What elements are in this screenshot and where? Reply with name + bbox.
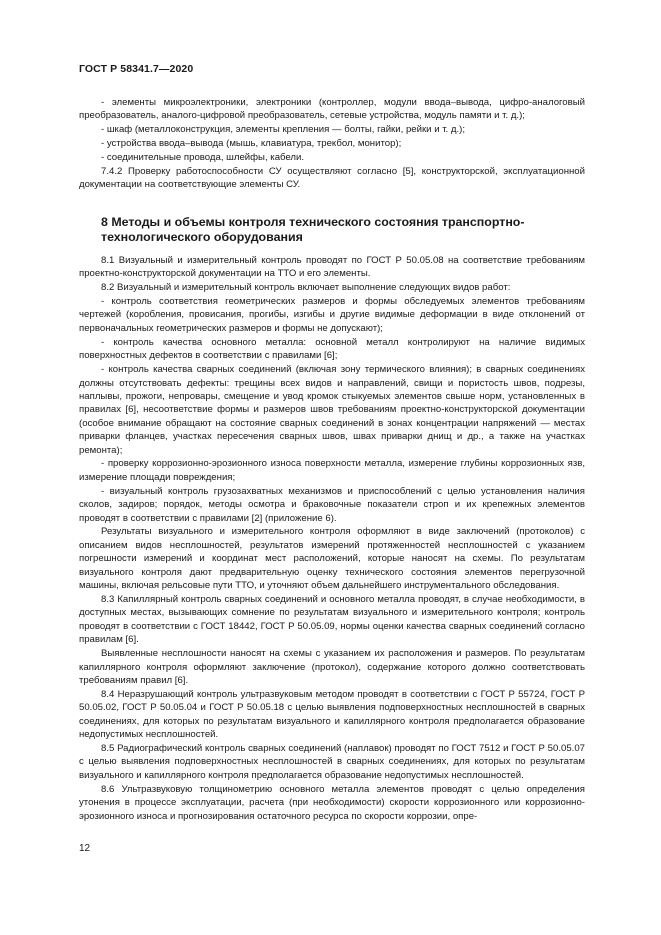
list-item-weld-check: - контроль качества сварных соединений (включая зону термического влияния); в сварных соединениях должны отсутствовать дефекты: трещины всех видов и направлений, свищи и пористость швов, подрезы, наплывы, прожоги, непровары, смещение и увод кромок стыкуемых элементов свыше норм, установленных в правилах [6], несоответствие формы и размеров швов требованиям проектно-конструкторской документации (особое внимание обращают на состояние сварных соединений в зонах концентрации напряжений — местах приварки фланцев, участках пересечения сварных швов, швах приварки днищ и др., а также на участках ремонта); bbox=[79, 364, 585, 456]
paragraph-7-4-2: 7.4.2 Проверку работоспособности СУ осуществляют согласно [5], конструкторской, эксплуатационной документации на соответствующие элементы СУ. bbox=[79, 166, 585, 191]
paragraph-8-6: 8.6 Ультразвуковую толщинометрию основного металла элементов проводят с целью определения утонения в процессе эксплуатации, расчета (при необходимости) скорости коррозионного или коррозионно-эрозионного износа и прогнозирования остаточного ресурса по скорости коррозии, опре- bbox=[79, 783, 585, 822]
paragraph-8-3: 8.3 Капиллярный контроль сварных соединений и основного металла проводят, в случае необходимости, в доступных местах, вызывающих сомнение по результатам визуального и измерительного контроля; контроль проводят в соответствии с ГОСТ 18442, ГОСТ Р 50.05.09, нормы оценки качества сварных соединений согласно правилам [6]. bbox=[79, 594, 585, 646]
paragraph-8-5: 8.5 Радиографический контроль сварных соединений (наплавок) проводят по ГОСТ 7512 и ГОСТ Р 50.05.07 с целью выявления подповерхностных несплошностей в сварных соединениях, для которых по результатам визуального и капиллярного контроля предполагается образование недопустимых несплошностей. bbox=[79, 742, 585, 781]
list-item-base-metal-check: - контроль качества основного металла: основной металл контролируют на наличие видимых поверхностных дефектов в соответствии с правилами [6]; bbox=[79, 336, 585, 362]
standard-header: ГОСТ Р 58341.7—2020 bbox=[79, 63, 194, 75]
list-item-corrosion-check: - проверку коррозионно-эрозионного износа поверхности металла, измерение глубины коррозионных язв, измерение площади повреждения; bbox=[79, 458, 585, 483]
list-item-microelectronics: - элементы микроэлектроники, электроники (контроллер, модули ввода–вывода, цифро-аналоговый преобразователь, аналого-цифровой преобразователь, сетевые устройства, модуль памяти и т. д.); bbox=[79, 97, 585, 122]
page-number: 12 bbox=[79, 843, 91, 854]
list-item-io-devices: - устройства ввода–вывода (мышь, клавиатура, трекбол, монитор); bbox=[101, 138, 402, 150]
paragraph-8-2: 8.2 Визуальный и измерительный контроль включает выполнение следующих видов работ: bbox=[101, 282, 511, 294]
section-title: 8 Методы и объемы контроля технического состояния транспортно-технологического оборудования bbox=[101, 214, 525, 245]
paragraph-8-1: 8.1 Визуальный и измерительный контроль проводят по ГОСТ Р 50.05.08 на соответствие требованиям проектно-конструкторской документации на ТТО и его элементы. bbox=[79, 254, 585, 280]
paragraph-capillary-results: Выявленные несплошности наносят на схемы с указанием их расположения и размеров. По результатам капиллярного контроля оформляют заключение (протокол), содержание которого должно соответствовать требованиям правил [6]. bbox=[79, 648, 585, 686]
paragraph-8-4: 8.4 Неразрушающий контроль ультразвуковым методом проводят в соответствии с ГОСТ Р 55724, ГОСТ Р 50.05.02, ГОСТ Р 50.05.04 и ГОСТ Р 50.05.18 с целью выявления подповерхностных несплошностей в сварных соединениях, для которых по результатам визуального и капиллярного контроля предполагается образование недопустимых несплошностей. bbox=[79, 688, 585, 741]
list-item-wires: - соединительные провода, шлейфы, кабели. bbox=[101, 152, 305, 164]
paragraph-visual-results: Результаты визуального и измерительного контроля оформляют в виде заключений (протоколов) с описанием видов несплошностей, результатов измерений протяженностей несплошностей с указанием погрешности измерений и координат мест расположений, которые наносят на схемы. По результатам визуального контроля дают предварительную оценку технического состояния элементов перегрузочной машины, включая рельсовые пути ТТО, и уточняют объем дальнейшего инструментального обследования. bbox=[79, 526, 585, 592]
list-item-cabinet: - шкаф (металлоконструкция, элементы крепления — болты, гайки, рейки и т. д.); bbox=[101, 124, 466, 136]
document-body bbox=[79, 96, 585, 823]
list-item-lifting-gear-check: - визуальный контроль грузозахватных механизмов и приспособлений с целью установления наличия сколов, задиров; порядок, методы осмотра и браковочные показатели строп и их крепежных элементов проводят в соответствии с правилами [2] (приложение 6). bbox=[79, 485, 585, 524]
list-item-geometry-check: - контроль соответствия геометрических размеров и формы обследуемых элементов требованиям чертежей (коробления, провисания, прогибы, изгибы и другие видимые деформации в виде отклонений от первоначальных геометрических размеров и формы не допускают); bbox=[79, 296, 585, 334]
